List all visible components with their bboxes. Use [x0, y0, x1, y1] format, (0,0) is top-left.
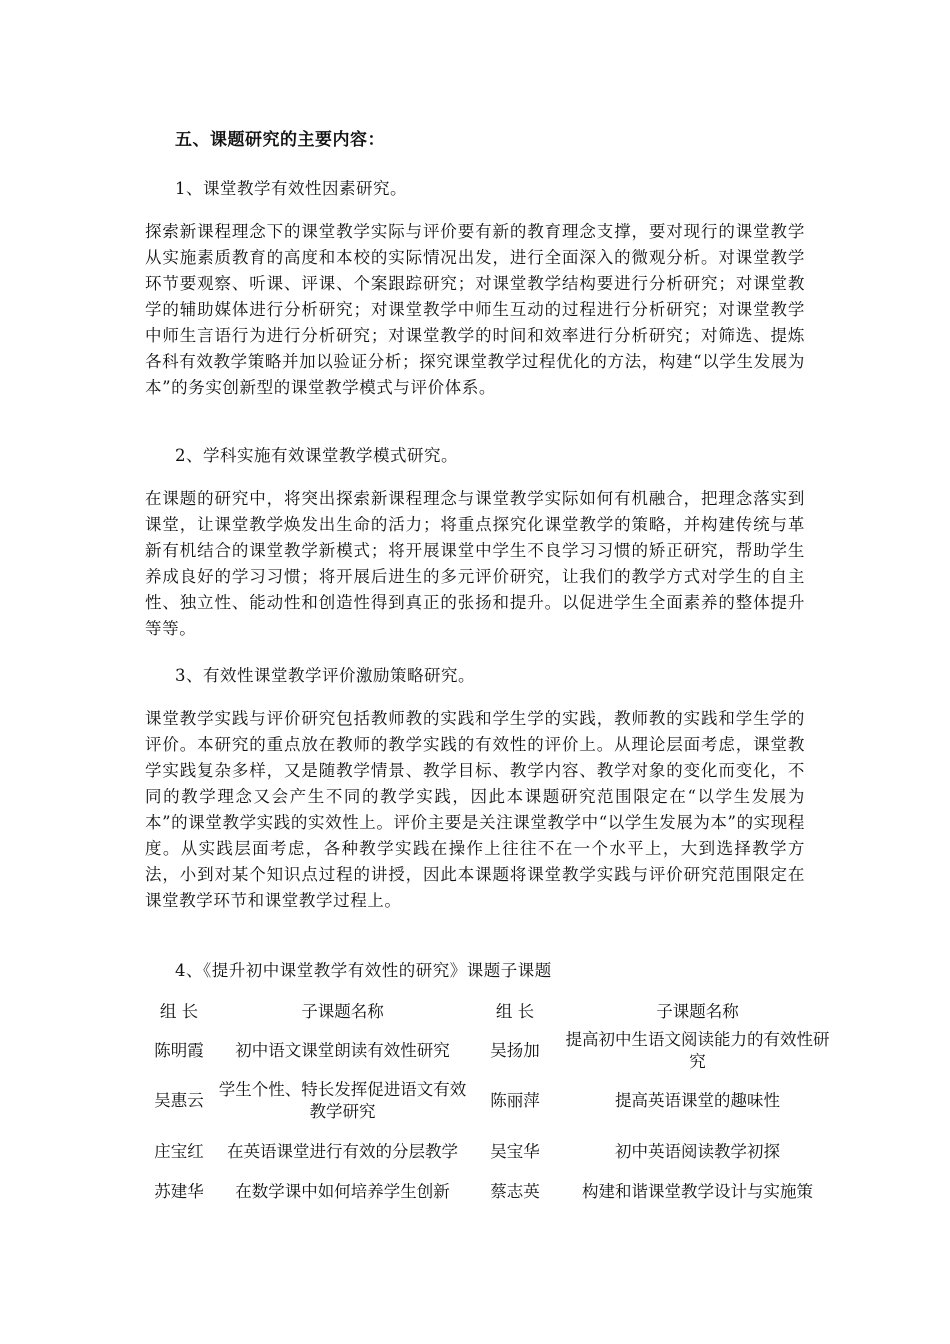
table-row: [143, 1175, 835, 1209]
paragraph-3: 课堂教学实践与评价研究包括教师教的实践和学生学的实践，教师教的实践和学生学的评价。本研究的重点放在教师的教学实践的有效性的评价上。从理论层面考虑，课堂教学实践复杂多样，又是随教学情景、教学目标、教学内容、教学对象的变化而变化，不同的教学理念又会产生不同的教学实践，因此本课题研究范围限定在“以学生发展为本”的课堂教学实践的实效性上。评价主要是关注课堂教学中“以学生发展为本”的实现程度。从实践层面考虑，各种教学实践在操作上往往不在一个水平上，大到选择教学方法，小到对某个知识点过程的讲授，因此本课题将课堂教学实践与评价研究范围限定在课堂教学环节和课堂教学过程上。: [145, 709, 805, 910]
leader-cell: 蔡志英: [490, 1182, 540, 1201]
topic-cell: 构建和谐课堂教学设计与实施策: [582, 1182, 813, 1201]
leader-cell: 吴扬加: [490, 1041, 540, 1060]
paragraph-1: 探索新课程理念下的课堂教学实际与评价要有新的教育理念支撑，要对现行的课堂教学从实施素质教育的高度和本校的实际情况出发，进行全面深入的微观分析。对课堂教学环节要观察、听课、评课、个案跟踪研究；对课堂教学结构要进行分析研究；对课堂教学的辅助媒体进行分析研究；对课堂教学中师生互动的过程进行分析研究；对课堂教学中师生言语行为进行分析研究；对课堂教学的时间和效率进行分析研究；对筛选、提炼各科有效教学策略并加以验证分析；探究课堂教学过程优化的方法，构建“以学生发展为本”的务实创新型的课堂教学模式与评价体系。: [145, 222, 805, 397]
sub-topic-table: [143, 995, 835, 1209]
topic-cell: 提高英语课堂的趣味性: [615, 1091, 780, 1110]
subsection-title-3: 3、有效性课堂教学评价激励策略研究。: [175, 666, 475, 685]
table-row: [143, 1029, 835, 1073]
leader-cell: 陈丽萍: [490, 1091, 540, 1110]
leader-cell: 庄宝红: [154, 1142, 204, 1161]
header-topic: 子课题名称: [656, 1002, 739, 1021]
subsection-title-2: 2、学科实施有效课堂教学模式研究。: [175, 446, 458, 465]
topic-cell: 在数学课中如何培养学生创新: [235, 1182, 450, 1201]
leader-cell: 苏建华: [154, 1182, 204, 1201]
paragraph-2: 在课题的研究中，将突出探索新课程理念与课堂教学实际如何有机融合，把理念落实到课堂，让课堂教学焕发出生命的活力；将重点探究化课堂教学的策略，并构建传统与革新有机结合的课堂教学新模式；将开展课堂中学生不良学习习惯的矫正研究，帮助学生养成良好的学习习惯；将开展后进生的多元评价研究，让我们的教学方式对学生的自主性、独立性、能动性和创造性得到真正的张扬和提升。以促进学生全面素养的整体提升等等。: [145, 489, 805, 638]
table-row: [143, 1073, 835, 1129]
table-row: [143, 1129, 835, 1175]
subsection-title-4: 4、《提升初中课堂教学有效性的研究》课题子课题: [175, 961, 552, 980]
header-leader: 组 长: [495, 1002, 535, 1021]
section-heading: 五、课题研究的主要内容：: [175, 130, 385, 150]
topic-cell: 在英语课堂进行有效的分层教学: [227, 1142, 458, 1161]
topic-cell: 初中语文课堂朗读有效性研究: [235, 1041, 450, 1060]
topic-cell: 初中英语阅读教学初探: [615, 1142, 780, 1161]
header-leader: 组 长: [159, 1002, 199, 1021]
leader-cell: 吴宝华: [490, 1142, 540, 1161]
leader-cell: 陈明霞: [154, 1041, 204, 1060]
leader-cell: 吴惠云: [154, 1091, 204, 1110]
topic-cell: 提高初中生语文阅读能力的有效性研究: [565, 1030, 830, 1071]
subsection-title-1: 1、课堂教学有效性因素研究。: [175, 179, 407, 198]
table-header-row: [143, 995, 835, 1029]
header-topic: 子课题名称: [301, 1002, 384, 1021]
topic-cell: 学生个性、特长发挥促进语文有效教学研究: [218, 1080, 467, 1121]
